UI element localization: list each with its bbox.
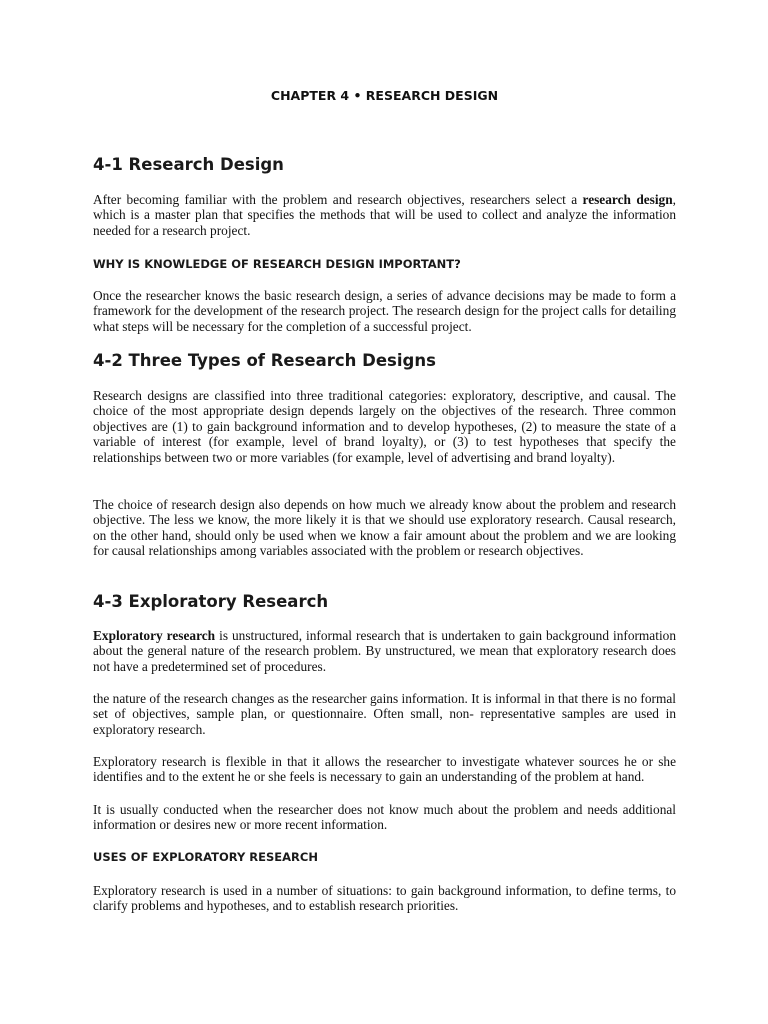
- section-4-1-paragraph-1: [93, 192, 676, 238]
- term-research-design: research design: [582, 192, 673, 207]
- section-heading-4-2: 4-2 Three Types of Research Designs: [93, 351, 436, 370]
- paragraph-text: After becoming familiar with the problem and research objectives, researchers select a: [93, 192, 583, 207]
- section-4-2-paragraph-1: Research designs are classified into three traditional categories: exploratory, descriptive, and causal. The choice of the most appropriate design depends largely on the objectives of the research. Three common objectives are (1) to gain background information and to develop hypotheses, (2) to measure the state of a variable of interest (for example, level of brand loyalty), or (3) to test hypotheses that specify the relationships between two or more variables (for example, level of advertising and brand loyalty).: [93, 388, 676, 465]
- section-4-3-paragraph-5: Exploratory research is used in a number of situations: to gain background information, to define terms, to clarify problems and hypotheses, and to establish research priorities.: [93, 883, 676, 914]
- section-4-3-paragraph-1: [93, 628, 676, 674]
- section-4-3-paragraph-2: the nature of the research changes as the researcher gains information. It is informal in that there is no formal set of objectives, sample plan, or questionnaire. Often small, non- representative samples are used in exploratory research.: [93, 691, 676, 737]
- section-4-1-paragraph-2: Once the researcher knows the basic research design, a series of advance decisions may be made to form a framework for the development of the research project. The research design for the project calls for detailing what steps will be necessary for the completion of a successful project.: [93, 288, 676, 334]
- paragraph-text: is unstructured, informal research that is undertaken to gain background information about the general nature of the research problem. By unstructured, we mean that exploratory research does not have a predetermined set of procedures.: [93, 628, 676, 674]
- term-exploratory-research: Exploratory research: [93, 628, 216, 643]
- paragraph-text: , which is a master plan that specifies the methods that will be used to collect and analyze the information needed for a research project.: [93, 192, 676, 238]
- section-4-2-paragraph-2: The choice of research design also depends on how much we already know about the problem and research objective. The less we know, the more likely it is that we should use exploratory research. Causal research, on the other hand, should only be used when we know a fair amount about the problem and we are looking for causal relationships among variables associated with the problem or research objectives.: [93, 497, 676, 559]
- section-4-3-paragraph-4: It is usually conducted when the researcher does not know much about the problem and needs additional information or desires new or more recent information.: [93, 802, 676, 833]
- section-heading-4-1: 4-1 Research Design: [93, 155, 284, 174]
- subheading-uses-exploratory: USES OF EXPLORATORY RESEARCH: [93, 850, 318, 864]
- chapter-title: CHAPTER 4 • RESEARCH DESIGN: [270, 88, 499, 103]
- section-heading-4-3: 4-3 Exploratory Research: [93, 592, 329, 611]
- subheading-why-important: WHY IS KNOWLEDGE OF RESEARCH DESIGN IMPORTANT?: [93, 257, 461, 271]
- section-4-3-paragraph-3: Exploratory research is flexible in that it allows the researcher to investigate whatever sources he or she identifies and to the extent he or she feels is necessary to gain an understanding of the problem at hand.: [93, 754, 676, 785]
